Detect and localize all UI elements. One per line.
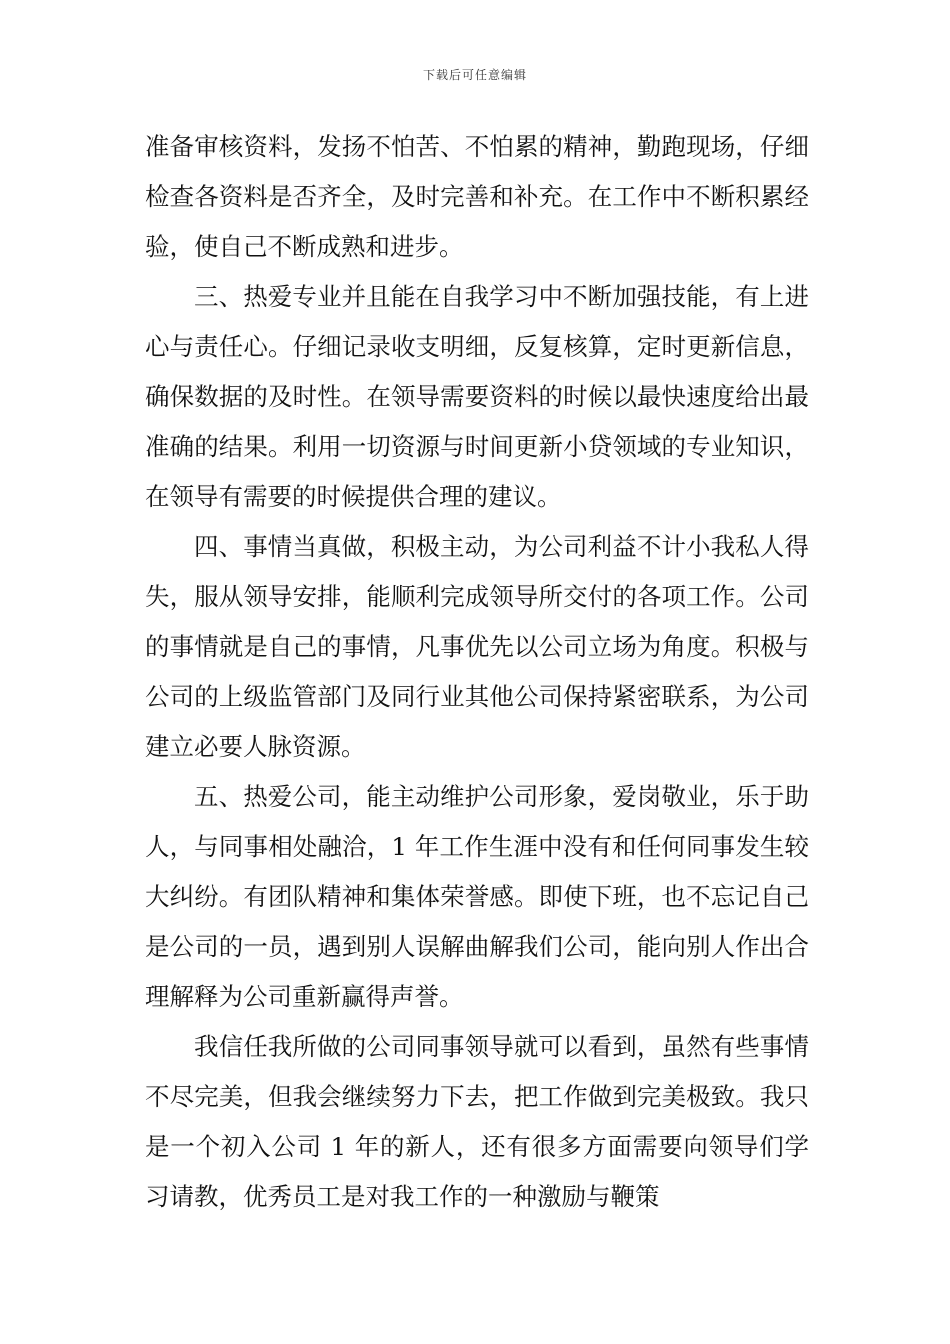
document-body [145, 122, 809, 1222]
page-header: 下载后可任意编辑 [422, 68, 527, 82]
paragraph-continuation: 准备审核资料，发扬不怕苦、不怕累的精神，勤跑现场，仔细检查各资料是否齐全，及时完善和补充。在工作中不断积累经验，使自己不断成熟和进步。 [145, 132, 809, 261]
paragraph-item-five: 五、热爱公司，能主动维护公司形象，爱岗敬业，乐于助人，与同事相处融洽，1 年工作生涯中没有和任何同事发生较大纠纷。有团队精神和集体荣誉感。即使下班，也不忘记自己是公司的一员，遇到别人误解曲解我们公司，能向别人作出合理解释为公司重新赢得声誉。 [145, 782, 809, 1011]
paragraph-item-three: 三、热爱专业并且能在自我学习中不断加强技能，有上进心与责任心。仔细记录收支明细，反复核算，定时更新信息，确保数据的及时性。在领导需要资料的时候以最快速度给出最准确的结果。利用一切资源与时间更新小贷领域的专业知识，在领导有需要的时候提供合理的建议。 [145, 282, 809, 511]
paragraph-item-four: 四、事情当真做，积极主动，为公司利益不计小我私人得失，服从领导安排，能顺利完成领导所交付的各项工作。公司的事情就是自己的事情，凡事优先以公司立场为角度。积极与公司的上级监管部门及同行业其他公司保持紧密联系，为公司建立必要人脉资源。 [145, 532, 809, 761]
paragraph-closing: 我信任我所做的公司同事领导就可以看到，虽然有些事情不尽完美，但我会继续努力下去，把工作做到完美极致。我只是一个初入公司 1 年的新人，还有很多方面需要向领导们学习请教，优秀员工是对我工作的一种激励与鞭策 [145, 1032, 809, 1211]
